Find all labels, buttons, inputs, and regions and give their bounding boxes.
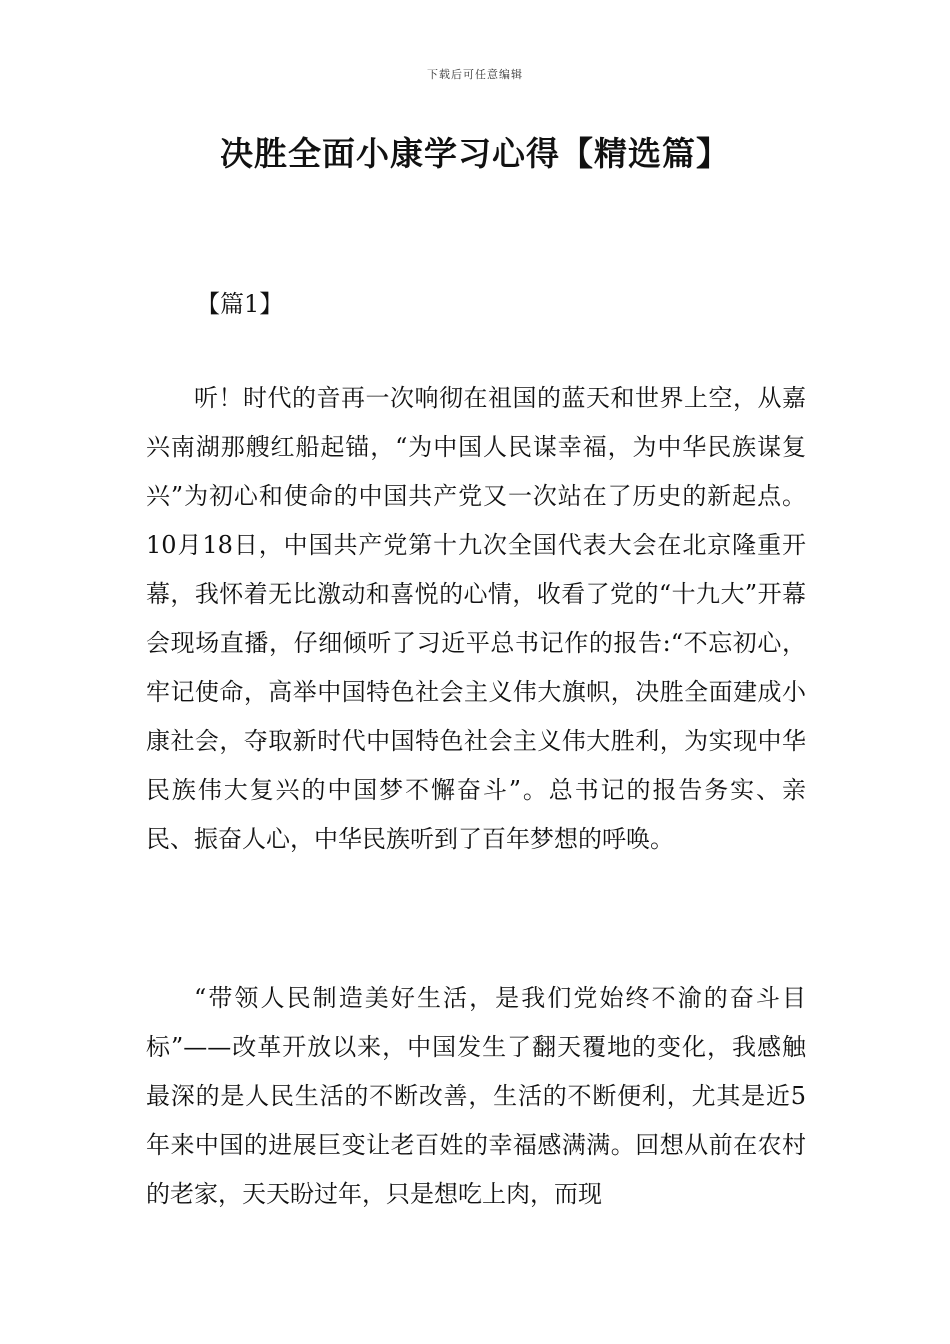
body-paragraph-1: 听！时代的音再一次响彻在祖国的蓝天和世界上空，从嘉兴南湖那艘红船起锚，“为中国人民谋幸福，为中华民族谋复兴”为初心和使命的中国共产党又一次站在了历史的新起点。10月18日，中国共产党第十九次全国代表大会在北京隆重开幕，我怀着无比激动和喜悦的心情，收看了党的“十九大”开幕会现场直播，仔细倾听了习近平总书记作的报告:“不忘初心，牢记使命，高举中国特色社会主义伟大旗帜，决胜全面建成小康社会，夺取新时代中国特色社会主义伟大胜利，为实现中华民族伟大复兴的中国梦不懈奋斗”。总书记的报告务实、亲民、振奋人心，中华民族听到了百年梦想的呼唤。 — [146, 384, 806, 853]
section-label: 【篇1】 — [196, 290, 284, 318]
header-note: 下载后可任意编辑 — [427, 68, 523, 81]
document-title: 决胜全面小康学习心得【精选篇】 — [220, 134, 730, 173]
body-paragraph-2: “带领人民制造美好生活，是我们党始终不渝的奋斗目标”——改革开放以来，中国发生了翻天覆地的变化，我感触最深的是人民生活的不断改善，生活的不断便利，尤其是近5年来中国的进展巨变让老百姓的幸福感满满。回想从前在农村的老家，天天盼过年，只是想吃上肉，而现 — [146, 984, 806, 1208]
